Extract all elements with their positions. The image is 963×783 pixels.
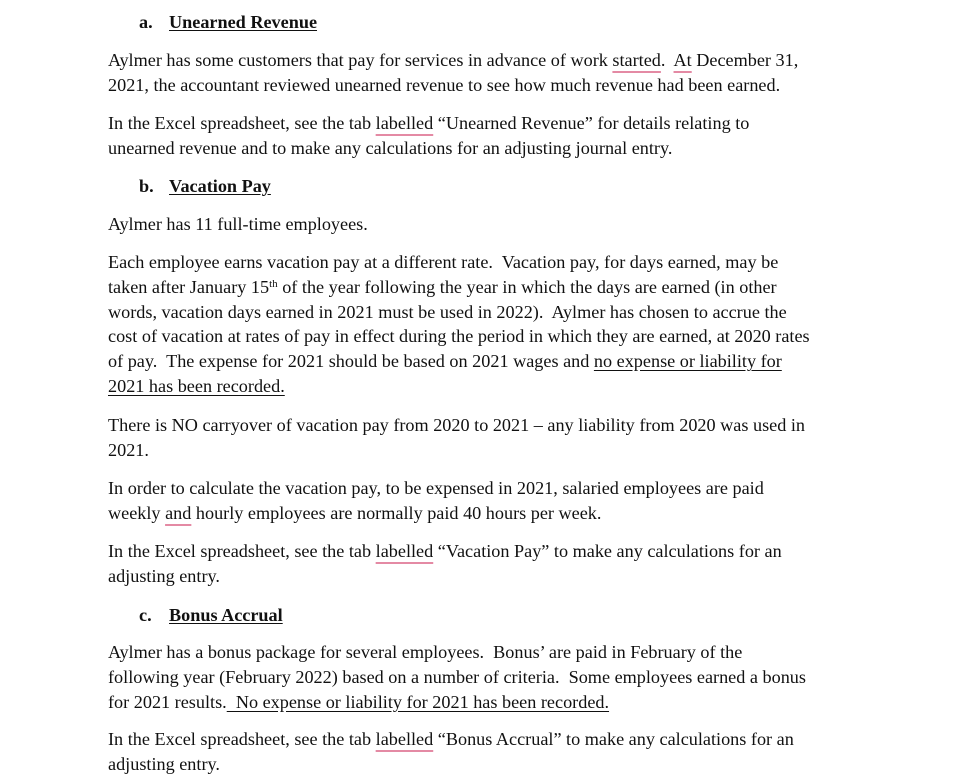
section-title: Unearned Revenue xyxy=(169,12,318,32)
paragraph xyxy=(108,212,908,237)
section-title: Vacation Pay xyxy=(169,176,271,196)
paragraph xyxy=(108,640,908,714)
paragraph xyxy=(108,48,908,98)
text-run: . xyxy=(660,50,674,70)
text-line: In order to calculate the vacation pay, to be expensed in 2021, salaried employees are paid xyxy=(108,478,764,498)
paragraph xyxy=(108,250,908,399)
text-line xyxy=(108,48,908,73)
text-line xyxy=(108,501,908,526)
text-line: cost of vacation at rates of pay in effect during the period in which they are earned, at 2020 rates xyxy=(108,326,810,347)
superscript: th xyxy=(269,277,278,290)
text-line xyxy=(108,539,908,564)
text-run: In the Excel spreadsheet, see the tab xyxy=(108,729,376,749)
spellcheck-flagged-word[interactable]: labelled xyxy=(375,113,434,133)
spellcheck-flagged-word[interactable]: labelled xyxy=(375,729,434,749)
spellcheck-flagged-word[interactable]: At xyxy=(673,50,692,70)
text-run: of pay. The expense for 2021 should be based on 2021 wages and xyxy=(108,351,594,372)
section-heading-vacation-pay xyxy=(139,175,271,197)
spellcheck-flagged-word[interactable]: and xyxy=(165,502,192,523)
text-line: adjusting entry. xyxy=(108,565,220,586)
text-line xyxy=(108,374,908,399)
text-line: Aylmer has a bonus package for several employees. Bonus’ are paid in February of the xyxy=(108,642,743,662)
text-run: December 31, xyxy=(691,50,799,70)
text-run: weekly xyxy=(108,502,166,523)
text-line xyxy=(108,727,908,752)
underlined-text: No expense or liability for 2021 has been recorded. xyxy=(226,691,610,712)
section-heading-unearned-revenue xyxy=(139,11,317,33)
text-line xyxy=(108,349,908,374)
paragraph xyxy=(108,727,908,777)
text-line: words, vacation days earned in 2021 must be used in 2022). Aylmer has chosen to accrue the xyxy=(108,301,787,322)
text-line xyxy=(108,275,908,300)
text-run: hourly employees are normally paid 40 hours per week. xyxy=(191,502,602,523)
text-run: of the year following the year in which the days are earned (in other xyxy=(277,276,777,297)
paragraph xyxy=(108,476,908,526)
text-run: Aylmer has some customers that pay for services in advance of work xyxy=(108,50,613,70)
text-line: adjusting entry. xyxy=(108,753,220,774)
paragraph xyxy=(108,111,908,161)
text-line: following year (February 2022) based on a number of criteria. Some employees earned a bonus xyxy=(108,666,806,687)
text-line: Each employee earns vacation pay at a different rate. Vacation pay, for days earned, may be xyxy=(108,252,779,272)
text-run: taken after January 15 xyxy=(108,276,270,297)
text-line: 2021, the accountant reviewed unearned revenue to see how much revenue had been earned. xyxy=(108,74,781,95)
text-run: In the Excel spreadsheet, see the tab xyxy=(108,541,376,561)
text-line: Aylmer has 11 full-time employees. xyxy=(108,214,368,234)
paragraph xyxy=(108,413,908,463)
text-line xyxy=(108,111,908,136)
text-line: There is NO carryover of vacation pay from 2020 to 2021 – any liability from 2020 was used in xyxy=(108,415,806,435)
text-run: for 2021 results. xyxy=(108,691,227,712)
paragraph xyxy=(108,539,908,589)
section-heading-bonus-accrual xyxy=(139,604,283,626)
text-run: “Bonus Accrual” to make any calculations for an xyxy=(433,729,794,749)
underlined-text: no expense or liability for xyxy=(593,351,782,372)
underlined-text: 2021 has been recorded. xyxy=(108,375,285,396)
text-run: In the Excel spreadsheet, see the tab xyxy=(108,113,376,133)
text-line: 2021. xyxy=(108,439,149,460)
section-title: Bonus Accrual xyxy=(169,605,283,625)
text-line: unearned revenue and to make any calculations for an adjusting journal entry. xyxy=(108,137,673,158)
text-line xyxy=(108,690,908,715)
spellcheck-flagged-word[interactable]: started xyxy=(612,50,661,70)
section-marker: a. xyxy=(139,12,153,32)
section-marker: c. xyxy=(139,605,152,625)
spellcheck-flagged-word[interactable]: labelled xyxy=(375,541,434,561)
section-marker: b. xyxy=(139,176,154,196)
text-run: “Vacation Pay” to make any calculations for an xyxy=(433,541,782,561)
text-run: “Unearned Revenue” for details relating to xyxy=(433,113,750,133)
